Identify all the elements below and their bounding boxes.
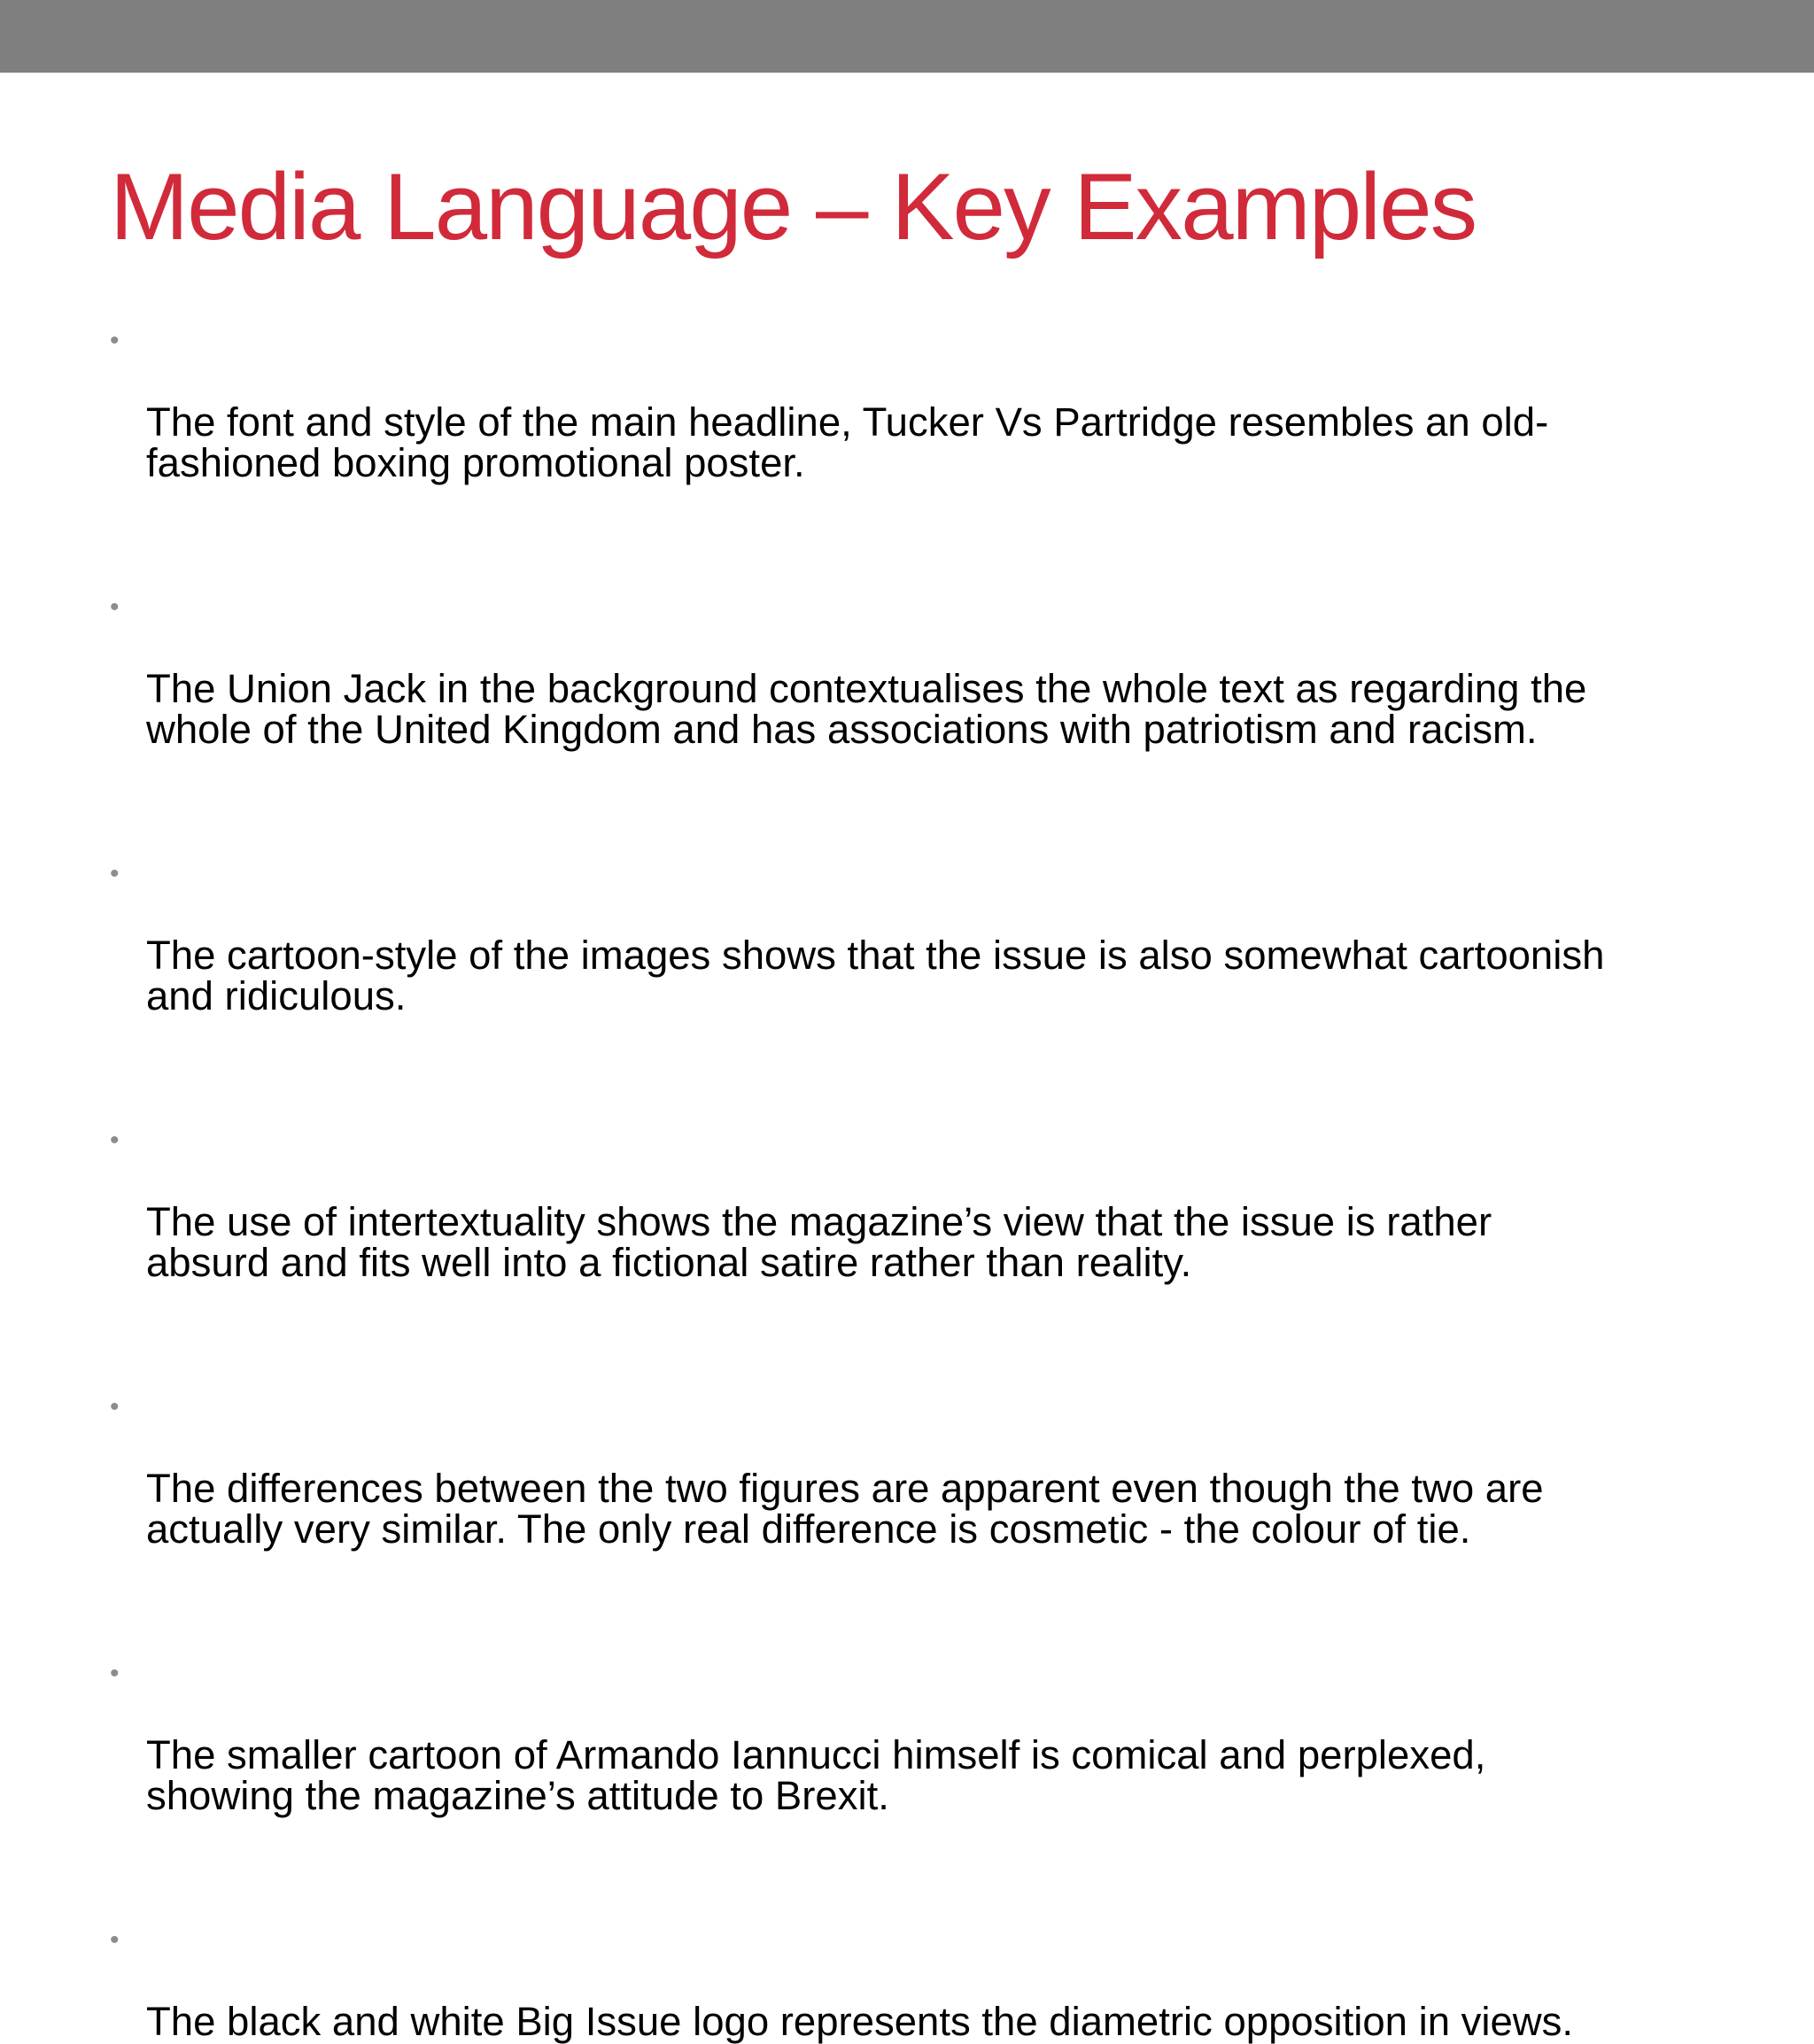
bullet-text: The cartoon-style of the images shows that the issue is also somewhat cartoonish and ridiculous. xyxy=(146,933,1605,1018)
bullet-marker: • xyxy=(110,1392,120,1421)
bullet-marker: • xyxy=(110,592,120,622)
bullet-text: The use of intertextuality shows the magazine’s view that the issue is rather absurd and fits well into a fictional satire rather than reality. xyxy=(146,1199,1492,1285)
bullet-text: The Union Jack in the background contextualises the whole text as regarding the whole of the United Kingdom and has associations with patriotism and racism. xyxy=(146,666,1587,752)
bullet-item xyxy=(110,587,1775,750)
bullet-item xyxy=(110,854,1775,1017)
bullet-marker: • xyxy=(110,1659,120,1688)
bullet-list xyxy=(110,321,1775,2042)
slide-title: Media Language – Key Examples xyxy=(110,153,1477,259)
bullet-marker: • xyxy=(110,1126,120,1155)
bullet-item xyxy=(110,1387,1775,1550)
bullet-text: The font and style of the main headline, Tucker Vs Partridge resembles an old- fashioned boxing promotional poster. xyxy=(146,399,1549,485)
bullet-marker: • xyxy=(110,326,120,355)
bullet-item xyxy=(110,321,1775,484)
bullet-text: The differences between the two figures are apparent even though the two are actually very similar. The only real difference is cosmetic - the colour of tie. xyxy=(146,1466,1544,1552)
bullet-text: The black and white Big Issue logo represents the diametric opposition in views. xyxy=(146,1999,1574,2044)
bullet-item xyxy=(110,1120,1775,1283)
bullet-text: The smaller cartoon of Armando Iannucci himself is comical and perplexed, showing the magazine’s attitude to Brexit. xyxy=(146,1732,1486,1818)
bullet-item xyxy=(110,1653,1775,1816)
bullet-marker: • xyxy=(110,859,120,888)
bullet-item xyxy=(110,1920,1775,2042)
top-bar xyxy=(0,0,1814,73)
bullet-marker: • xyxy=(110,1925,120,1955)
